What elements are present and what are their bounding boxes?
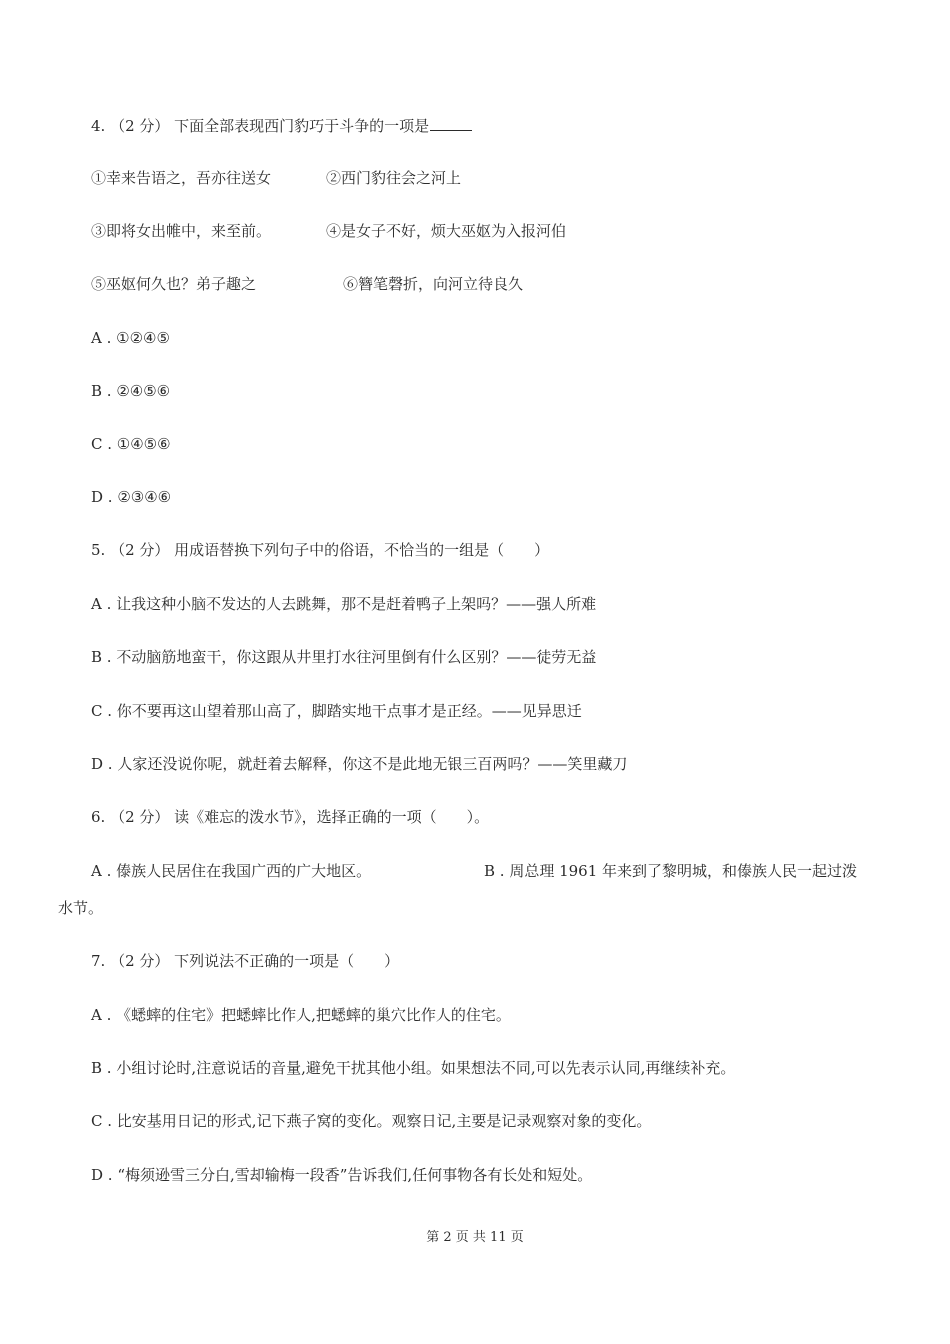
q7-option-b: B . 小组讨论时,注意说话的音量,避免干扰其他小组。如果想法不同,可以先表示认同,再继续补充。	[91, 1059, 736, 1077]
q5-option-b: B . 不动脑筋地蛮干，你这跟从井里打水往河里倒有什么区别？——徒劳无益	[91, 648, 597, 666]
q6-option-b: B . 周总理 1961 年来到了黎明城，和傣族人民一起过泼	[484, 862, 858, 880]
q5-option-d: D . 人家还没说你呢，就赶着去解释，你这不是此地无银三百两吗？——笑里藏刀	[91, 755, 628, 773]
q6-option-a: A . 傣族人民居住在我国广西的广大地区。	[91, 862, 372, 880]
q4-item-5: ⑤巫妪何久也？弟子趣之	[91, 275, 257, 293]
page-number-footer: 第 2 页 共 11 页	[426, 1230, 524, 1245]
question-5-stem: 5. （2 分） 用成语替换下列句子中的俗语，不恰当的一组是（ ）	[91, 541, 550, 559]
q7-option-d: D . “梅须逊雪三分白,雪却输梅一段香”告诉我们,任何事物各有长处和短处。	[91, 1166, 593, 1184]
q7-option-a: A . 《蟋蟀的住宅》把蟋蟀比作人,把蟋蟀的巢穴比作人的住宅。	[91, 1006, 511, 1024]
answer-blank	[430, 114, 472, 131]
q4-item-6: ⑥簪笔磬折，向河立待良久	[343, 275, 524, 293]
q6-option-b-continued: 水节。	[58, 899, 104, 917]
q5-option-c: C . 你不要再这山望着那山高了，脚踏实地干点事才是正经。——见异思迁	[91, 702, 582, 720]
q4-item-2: ②西门豹往会之河上	[326, 169, 462, 187]
q4-item-3: ③即将女出帷中，来至前。	[91, 222, 272, 240]
q4-option-d: D . ②③④⑥	[91, 488, 172, 506]
q4-option-b: B . ②④⑤⑥	[91, 382, 171, 400]
question-4-stem: 4. （2 分） 下面全部表现西门豹巧于斗争的一项是	[91, 114, 472, 136]
q7-option-c: C . 比安基用日记的形式,记下燕子窝的变化。观察日记,主要是记录观察对象的变化。	[91, 1112, 652, 1130]
question-7-stem: 7. （2 分） 下列说法不正确的一项是（ ）	[91, 952, 400, 970]
q4-option-c: C . ①④⑤⑥	[91, 435, 171, 453]
question-6-stem: 6. （2 分） 读《难忘的泼水节》，选择正确的一项（ ）。	[91, 808, 490, 826]
q4-option-a: A . ①②④⑤	[91, 329, 170, 347]
q4-item-4: ④是女子不好，烦大巫妪为入报河伯	[326, 222, 567, 240]
q5-option-a: A . 让我这种小脑不发达的人去跳舞，那不是赶着鸭子上架吗？——强人所难	[91, 595, 597, 613]
q4-item-1: ①幸来告语之，吾亦往送女	[91, 169, 272, 187]
